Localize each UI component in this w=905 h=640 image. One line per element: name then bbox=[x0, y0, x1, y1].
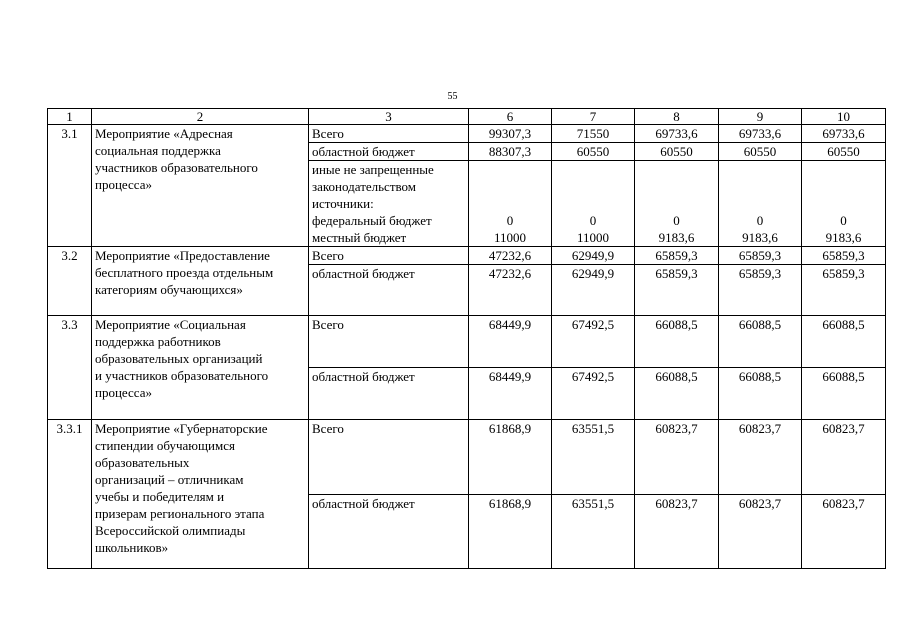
value-cell bbox=[469, 161, 552, 247]
header-cell: 9 bbox=[719, 109, 802, 125]
value-cell bbox=[635, 161, 719, 247]
name-line: учебы и победителям и bbox=[95, 489, 225, 504]
value-cell: 62949,9 bbox=[552, 265, 635, 316]
source-label bbox=[309, 161, 469, 247]
value-cell: 62949,9 bbox=[552, 247, 635, 265]
value-cell: 69733,6 bbox=[635, 125, 719, 143]
measure-name bbox=[92, 420, 309, 569]
value-cell: 65859,3 bbox=[635, 265, 719, 316]
table-row bbox=[48, 316, 886, 368]
row-number: 3.3.1 bbox=[48, 420, 92, 569]
value-cell: 71550 bbox=[552, 125, 635, 143]
name-line: образовательных bbox=[95, 455, 190, 470]
name-line: Мероприятие «Губернаторские bbox=[95, 421, 268, 436]
value-cell: 67492,5 bbox=[552, 316, 635, 368]
value-cell: 61868,9 bbox=[469, 494, 552, 569]
value-cell: 60550 bbox=[719, 143, 802, 161]
source-label: Всего bbox=[309, 316, 469, 368]
table-row bbox=[48, 420, 886, 495]
name-line: организаций – отличникам bbox=[95, 472, 244, 487]
value-cell: 69733,6 bbox=[802, 125, 886, 143]
source-label: областной бюджет bbox=[309, 143, 469, 161]
source-label: областной бюджет bbox=[309, 368, 469, 420]
table-row bbox=[48, 125, 886, 143]
row-number: 3.1 bbox=[48, 125, 92, 247]
source-label: Всего bbox=[309, 247, 469, 265]
value-local: 9183,6 bbox=[742, 230, 778, 245]
name-line: категориям обучающихся» bbox=[95, 282, 243, 297]
value-cell: 61868,9 bbox=[469, 420, 552, 495]
value-cell: 66088,5 bbox=[802, 368, 886, 420]
value-fed: 0 bbox=[506, 213, 514, 228]
source-line: иные не запрещенные bbox=[312, 162, 434, 177]
value-cell: 60550 bbox=[552, 143, 635, 161]
value-cell: 60550 bbox=[802, 143, 886, 161]
name-line: стипендии обучающимся bbox=[95, 438, 235, 453]
name-line: социальная поддержка bbox=[95, 143, 221, 158]
value-cell: 60823,7 bbox=[719, 494, 802, 569]
source-line: законодательством bbox=[312, 179, 417, 194]
header-cell: 7 bbox=[552, 109, 635, 125]
name-line: Мероприятие «Социальная bbox=[95, 317, 246, 332]
value-fed: 0 bbox=[673, 213, 680, 228]
value-cell: 60823,7 bbox=[802, 494, 886, 569]
table-row bbox=[48, 247, 886, 265]
value-cell: 88307,3 bbox=[469, 143, 552, 161]
name-line: бесплатного проезда отдельным bbox=[95, 265, 274, 280]
value-fed: 0 bbox=[840, 213, 847, 228]
header-cell: 8 bbox=[635, 109, 719, 125]
header-cell: 10 bbox=[802, 109, 886, 125]
value-cell: 47232,6 bbox=[469, 247, 552, 265]
value-cell: 99307,3 bbox=[469, 125, 552, 143]
value-local: 11000 bbox=[493, 230, 527, 245]
value-cell: 60823,7 bbox=[635, 420, 719, 495]
value-cell: 66088,5 bbox=[635, 316, 719, 368]
value-cell: 65859,3 bbox=[635, 247, 719, 265]
value-local: 9183,6 bbox=[825, 230, 862, 245]
value-cell: 60823,7 bbox=[635, 494, 719, 569]
value-cell: 60823,7 bbox=[719, 420, 802, 495]
value-local: 9183,6 bbox=[658, 230, 695, 245]
source-label: Всего bbox=[309, 125, 469, 143]
name-line: школьников» bbox=[95, 540, 169, 555]
measure-name bbox=[92, 316, 309, 420]
page-number: 55 bbox=[447, 91, 458, 102]
value-cell: 66088,5 bbox=[719, 368, 802, 420]
source-line: местный бюджет bbox=[312, 230, 407, 245]
value-cell: 66088,5 bbox=[719, 316, 802, 368]
value-cell: 69733,6 bbox=[719, 125, 802, 143]
value-cell: 63551,5 bbox=[552, 420, 635, 495]
name-line: Мероприятие «Предоставление bbox=[95, 248, 270, 263]
source-label: Всего bbox=[309, 420, 469, 495]
value-cell: 66088,5 bbox=[802, 316, 886, 368]
value-cell: 65859,3 bbox=[719, 265, 802, 316]
name-line: процесса» bbox=[95, 385, 152, 400]
header-row bbox=[48, 109, 886, 125]
source-label: областной бюджет bbox=[309, 265, 469, 316]
value-cell: 68449,9 bbox=[469, 368, 552, 420]
value-local: 11000 bbox=[576, 230, 610, 245]
row-number: 3.3 bbox=[48, 316, 92, 420]
value-cell: 65859,3 bbox=[802, 265, 886, 316]
source-line: источники: bbox=[312, 196, 374, 211]
name-line: призерам регионального этапа bbox=[95, 506, 265, 521]
value-cell: 67492,5 bbox=[552, 368, 635, 420]
value-fed: 0 bbox=[756, 213, 764, 228]
header-cell: 3 bbox=[309, 109, 469, 125]
value-cell: 60823,7 bbox=[802, 420, 886, 495]
name-line: процесса» bbox=[95, 177, 152, 192]
value-cell: 60550 bbox=[635, 143, 719, 161]
value-cell: 63551,5 bbox=[552, 494, 635, 569]
name-line: и участников образовательного bbox=[95, 368, 269, 383]
measure-name bbox=[92, 247, 309, 316]
name-line: Всероссийской олимпиады bbox=[95, 523, 246, 538]
name-line: образовательных организаций bbox=[95, 351, 263, 366]
row-number: 3.2 bbox=[48, 247, 92, 316]
header-cell: 2 bbox=[92, 109, 309, 125]
source-label: областной бюджет bbox=[309, 494, 469, 569]
value-fed: 0 bbox=[589, 213, 597, 228]
value-cell: 65859,3 bbox=[802, 247, 886, 265]
budget-table bbox=[47, 108, 886, 569]
value-cell: 65859,3 bbox=[719, 247, 802, 265]
value-cell: 68449,9 bbox=[469, 316, 552, 368]
value-cell bbox=[802, 161, 886, 247]
header-cell: 6 bbox=[469, 109, 552, 125]
value-cell: 47232,6 bbox=[469, 265, 552, 316]
name-line: поддержка работников bbox=[95, 334, 221, 349]
name-line: Мероприятие «Адресная bbox=[95, 126, 233, 141]
name-line: участников образовательного bbox=[95, 160, 258, 175]
value-cell bbox=[552, 161, 635, 247]
header-cell: 1 bbox=[48, 109, 92, 125]
value-cell bbox=[719, 161, 802, 247]
source-line: федеральный бюджет bbox=[312, 213, 432, 228]
value-cell: 66088,5 bbox=[635, 368, 719, 420]
measure-name bbox=[92, 125, 309, 247]
